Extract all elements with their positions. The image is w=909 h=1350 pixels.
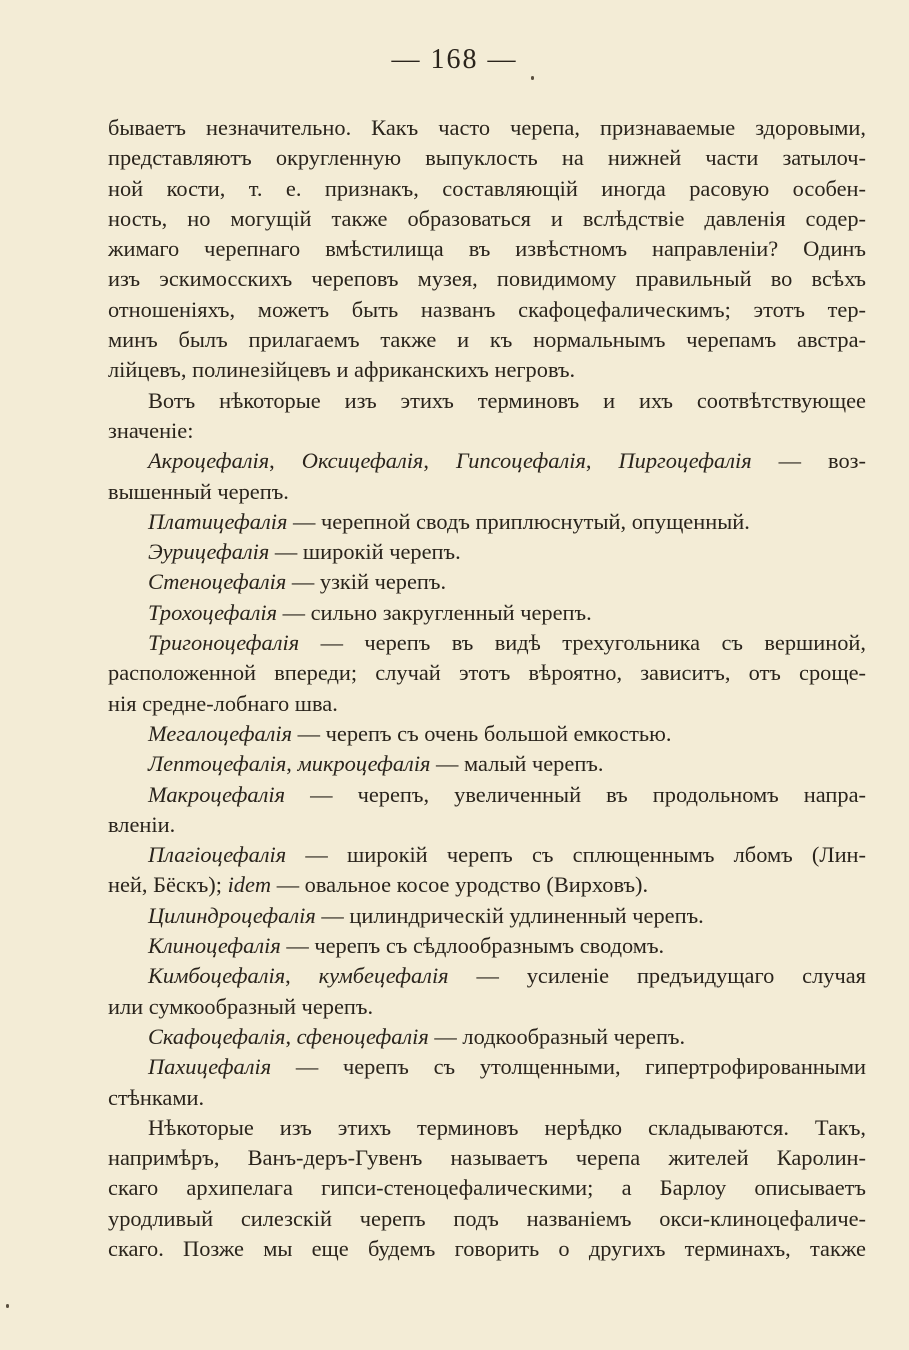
text-run: — усиленіе предъидущаго случая: [448, 963, 866, 989]
text-run: расположенной впереди; случай этотъ вѣроятно, зависитъ, отъ сроще-: [108, 660, 866, 686]
text-line: [108, 295, 866, 325]
text-run: отношеніяхъ, можетъ быть названъ скафоцефалическимъ; этотъ тер-: [108, 296, 866, 322]
text-run: — широкій черепъ.: [269, 539, 461, 565]
term-italic: Цилиндроцефалія: [148, 902, 316, 928]
text-line: [108, 780, 866, 810]
text-line: [108, 658, 866, 688]
text-line: [108, 1052, 866, 1082]
term-italic: Гипсоцефалія: [455, 448, 586, 474]
term-italic: Клиноцефалія: [148, 933, 281, 959]
text-run: ,: [585, 448, 619, 474]
text-line: [108, 689, 866, 719]
term-italic: Макроцефалія: [148, 781, 286, 807]
text-run: ней, Бёскъ);: [108, 872, 228, 898]
text-line: [108, 174, 866, 204]
text-line: [108, 598, 866, 628]
text-line: [108, 537, 866, 567]
text-run: — сильно закругленный черепъ.: [277, 599, 592, 625]
text-line: [108, 325, 866, 355]
text-run: — малый черепъ.: [430, 751, 604, 777]
text-run: ,: [269, 448, 302, 474]
term-italic: Лептоцефалія: [148, 751, 287, 777]
term-italic: Пиргоцефалія: [618, 448, 752, 474]
text-line: [108, 1143, 866, 1173]
text-run: — узкій черепъ.: [286, 569, 447, 595]
term-italic: idem: [227, 872, 272, 898]
text-run: — широкій черепъ съ сплющеннымъ лбомъ (Лин-: [286, 842, 866, 868]
text-run: Нѣкоторые изъ этихъ терминовъ нерѣдко складываются. Такъ,: [148, 1114, 866, 1140]
text-line: [108, 1083, 866, 1113]
text-run: ,: [285, 1023, 297, 1049]
text-line: [108, 143, 866, 173]
term-italic: Оксицефалія: [301, 448, 424, 474]
text-run: — цилиндрическій удлиненный черепъ.: [315, 902, 704, 928]
text-line: [108, 386, 866, 416]
term-italic: Скафоцефалія: [148, 1023, 286, 1049]
term-italic: Эурицефалія: [148, 539, 270, 565]
term-italic: Пахицефалія: [148, 1054, 272, 1080]
text-line: [108, 719, 866, 749]
text-run: — черепъ, увеличенный въ продольномъ напра-: [285, 781, 866, 807]
text-line: [108, 234, 866, 264]
text-line: [108, 1204, 866, 1234]
text-run: — черепъ съ очень большой емкостью.: [292, 720, 672, 746]
text-line: [108, 810, 866, 840]
term-italic: Мегалоцефалія: [148, 720, 293, 746]
text-run: скаго архипелага гипси-стеноцефалическими; а Барлоу описываетъ: [108, 1175, 866, 1201]
term-italic: Кимбоцефалія: [148, 963, 286, 989]
text-run: стѣнками.: [108, 1084, 205, 1110]
text-run: представляютъ округленную выпуклость на нижней части затылоч-: [108, 145, 866, 171]
text-run: — черепной сводъ приплюснутый, опущенный.: [287, 508, 750, 534]
text-line: [108, 1113, 866, 1143]
text-run: ,: [285, 963, 319, 989]
text-run: Вотъ нѣкоторые изъ этихъ терминовъ и ихъ соотвѣтствующее: [148, 387, 866, 413]
text-run: или сумкообразный черепъ.: [108, 993, 374, 1019]
text-line: [108, 1173, 866, 1203]
text-run: — черепъ въ видѣ трехугольника съ вершиной,: [299, 630, 866, 656]
text-run: — лодкообразный черепъ.: [428, 1023, 686, 1049]
text-line: [108, 931, 866, 961]
text-line: [108, 1022, 866, 1052]
term-italic: Плагіоцефалія: [148, 842, 287, 868]
print-speck: [531, 76, 534, 80]
text-run: нія средне-лобнаго шва.: [108, 690, 338, 716]
text-run: вленіи.: [108, 811, 176, 837]
text-line: [108, 870, 866, 900]
text-line: [108, 204, 866, 234]
body-text: [108, 113, 866, 1264]
text-line: [108, 416, 866, 446]
text-line: [108, 113, 866, 143]
text-run: ной кости, т. е. признакъ, составляющій иногда расовую особен-: [108, 175, 866, 201]
term-italic: кумбецефалія: [318, 963, 449, 989]
text-line: [108, 901, 866, 931]
text-run: напримѣръ, Ванъ-деръ-Гувенъ называетъ черепа жителей Каролин-: [108, 1145, 866, 1171]
text-run: изъ эскимосскихъ череповъ музея, повидимому правильный во всѣхъ: [108, 266, 866, 292]
text-run: вышенный черепъ.: [108, 478, 289, 504]
text-line: [108, 1234, 866, 1264]
text-line: [108, 355, 866, 385]
term-italic: Платицефалія: [148, 508, 288, 534]
text-run: бываетъ незначительно. Какъ часто черепа, признаваемые здоровыми,: [108, 115, 866, 140]
text-run: ,: [423, 448, 456, 474]
print-speck: [6, 1304, 9, 1308]
text-run: минъ былъ прилагаемъ также и къ нормальнымъ черепамъ австра-: [108, 327, 866, 353]
text-run: — черепъ съ сѣдлообразнымъ сводомъ.: [280, 933, 665, 959]
text-line: [108, 628, 866, 658]
term-italic: Трохоцефалія: [148, 599, 278, 625]
text-run: — овальное косое уродство (Вирховъ).: [271, 872, 649, 898]
page-number: — 168 —: [391, 44, 518, 75]
text-run: лійцевъ, полинезійцевъ и африканскихъ негровъ.: [108, 357, 576, 383]
term-italic: Стеноцефалія: [148, 569, 287, 595]
text-run: значеніе:: [108, 417, 194, 443]
text-run: — воз-: [751, 448, 866, 474]
text-line: [108, 507, 866, 537]
text-run: ность, но могущій также образоваться и вслѣдствіе давленія содер-: [108, 205, 866, 231]
text-run: скаго. Позже мы еще будемъ говорить о другихъ терминахъ, также: [108, 1235, 866, 1261]
term-italic: сфеноцефалія: [296, 1023, 429, 1049]
text-run: жимаго черепнаго вмѣстилища въ извѣстномъ направленіи? Одинъ: [108, 236, 866, 262]
text-line: [108, 567, 866, 597]
text-run: уродливый силезскій черепъ подъ названіемъ окси-клиноцефаличе-: [108, 1205, 866, 1231]
term-italic: Акроцефалія: [148, 448, 270, 474]
term-italic: Тригоноцефалія: [148, 630, 300, 656]
text-line: [108, 961, 866, 991]
text-line: [108, 477, 866, 507]
text-run: — черепъ съ утолщенными, гипертрофированными: [271, 1054, 866, 1080]
text-line: [108, 446, 866, 476]
text-run: ,: [286, 751, 298, 777]
text-line: [108, 749, 866, 779]
text-line: [108, 264, 866, 294]
text-line: [108, 840, 866, 870]
term-italic: микроцефалія: [297, 751, 431, 777]
text-line: [108, 992, 866, 1022]
